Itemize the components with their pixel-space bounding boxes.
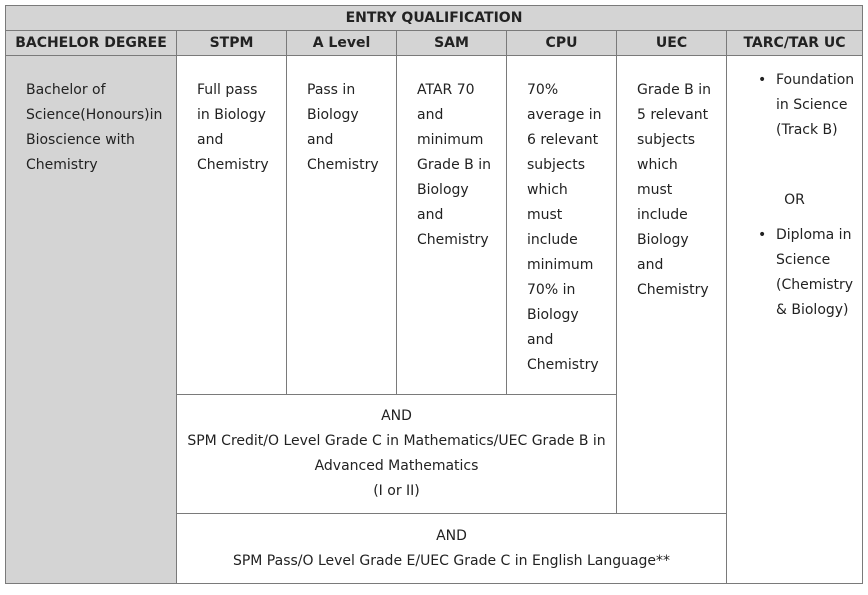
stpm-requirement: Full pass in Biology and Chemistry <box>197 82 269 173</box>
english-requirement-cell <box>177 514 727 584</box>
alevel-requirement: Pass in Biology and Chemistry <box>307 82 379 173</box>
header-uec: UEC <box>617 31 727 56</box>
english-text: SPM Pass/O Level Grade E/UEC Grade C in English Language** <box>232 552 671 569</box>
degree-cell <box>6 56 177 584</box>
tarc-or: OR <box>784 192 805 208</box>
uec-cell <box>617 56 727 514</box>
math-line2: Advanced Mathematics <box>314 458 479 474</box>
table-title: ENTRY QUALIFICATION <box>6 6 863 31</box>
tarc-item-foundation: • Foundation in Science (Track B) <box>727 68 862 143</box>
header-a-level: A Level <box>287 31 397 56</box>
sam-requirement: ATAR 70 and minimum Grade B in Biology and Chemistry <box>417 82 491 248</box>
header-stpm: STPM <box>177 31 287 56</box>
header-cpu: CPU <box>507 31 617 56</box>
tarc-cell <box>727 56 863 584</box>
sam-cell <box>397 56 507 395</box>
english-and: AND <box>436 527 467 544</box>
bullet-icon: • <box>758 227 767 243</box>
math-and: AND <box>381 408 412 424</box>
alevel-cell <box>287 56 397 395</box>
uec-requirement: Grade B in 5 relevant subjects which must include Biology and Chemistry <box>637 82 711 298</box>
header-tarc: TARC/TAR UC <box>727 31 863 56</box>
degree-name: Bachelor of Science(Honours)in Bioscience with Chemistry <box>26 82 163 173</box>
cpu-cell <box>507 56 617 395</box>
stpm-cell <box>177 56 287 395</box>
bullet-icon: • <box>758 72 767 88</box>
header-sam: SAM <box>397 31 507 56</box>
math-line3: (I or II) <box>373 483 420 499</box>
cpu-requirement: 70% average in 6 relevant subjects which must include minimum 70% in Biology and Chemistry <box>527 82 602 373</box>
header-bachelor-degree: BACHELOR DEGREE <box>6 31 177 56</box>
math-line1: SPM Credit/O Level Grade C in Mathematics/UEC Grade B in <box>187 433 606 449</box>
tarc-item-diploma: • Diploma in Science (Chemistry & Biology) <box>727 223 862 323</box>
math-requirement-cell <box>177 395 617 514</box>
entry-qualification-table <box>5 5 863 584</box>
